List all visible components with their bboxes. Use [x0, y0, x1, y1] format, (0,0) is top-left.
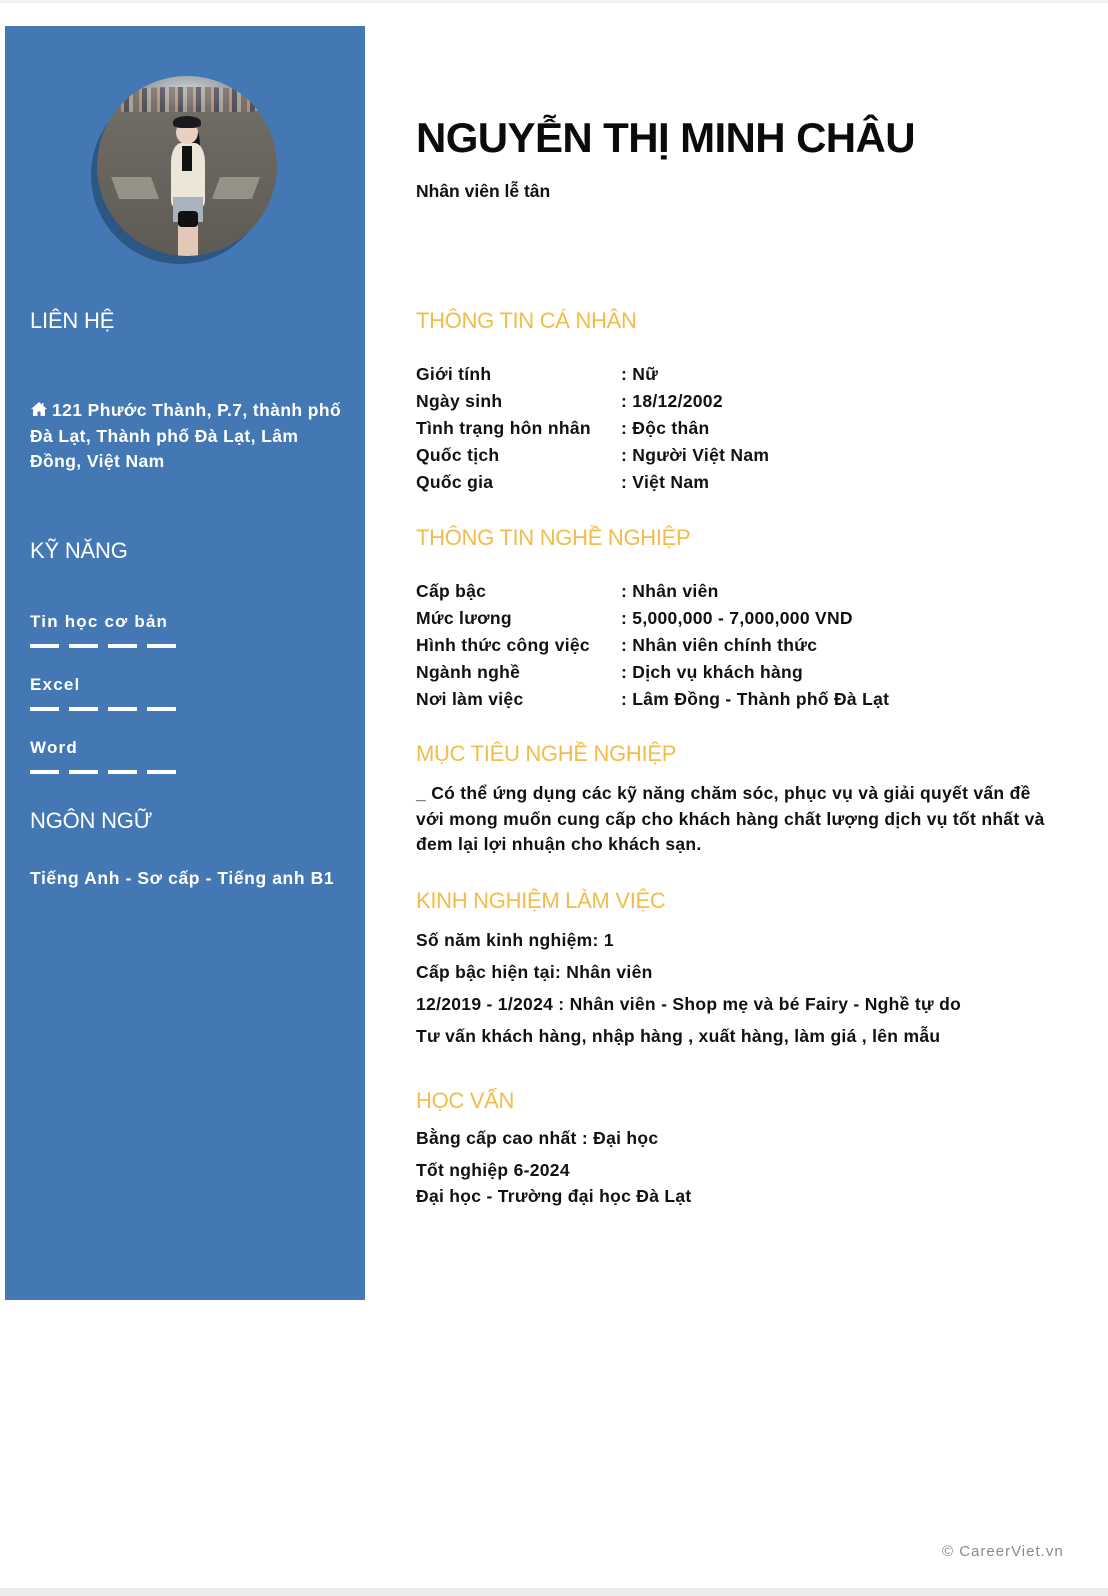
info-row: [416, 469, 769, 496]
info-row: [416, 361, 769, 388]
job-entry-title: 12/2019 - 1/2024 : Nhân viên - Shop mẹ và bé Fairy - Nghề tự do: [416, 994, 962, 1014]
objective-heading: MỤC TIÊU NGHỀ NGHIỆP: [416, 741, 677, 766]
experience-heading: KINH NGHIỆM LÀM VIỆC: [416, 888, 666, 913]
info-label: Nơi làm việc: [416, 689, 524, 709]
contact-heading: LIÊN HỆ: [30, 308, 115, 333]
info-value: : Nhân viên: [621, 581, 719, 601]
skill-level-bar: [30, 707, 176, 711]
skill-item: [30, 738, 176, 774]
profile-photo: [97, 76, 277, 256]
experience-current-level: Cấp bậc hiện tại: Nhân viên: [416, 962, 653, 982]
skill-item: [30, 675, 176, 711]
info-value: : Độc thân: [621, 418, 710, 438]
language-item: Tiếng Anh - Sơ cấp - Tiếng anh B1: [30, 868, 335, 888]
info-value: : Nữ: [621, 364, 659, 384]
career-info-heading: THÔNG TIN NGHỀ NGHIỆP: [416, 525, 691, 550]
skills-heading: KỸ NĂNG: [30, 538, 128, 563]
info-label: Quốc gia: [416, 472, 494, 492]
education-heading: HỌC VẤN: [416, 1088, 515, 1113]
home-icon: [30, 399, 48, 415]
personal-info-heading: THÔNG TIN CÁ NHÂN: [416, 308, 637, 333]
info-label: Hình thức công việc: [416, 635, 590, 655]
info-row: [416, 578, 889, 605]
info-label: Quốc tịch: [416, 445, 500, 465]
avatar: [91, 76, 277, 266]
page-top-edge: [0, 0, 1108, 3]
skill-name: Excel: [30, 675, 81, 694]
skill-level-bar: [30, 770, 176, 774]
info-row: [416, 659, 889, 686]
education-graduated: Tốt nghiệp 6-2024: [416, 1160, 570, 1180]
education-school: Đại học - Trường đại học Đà Lạt: [416, 1186, 692, 1206]
info-label: Cấp bậc: [416, 581, 487, 601]
info-value: : Nhân viên chính thức: [621, 635, 818, 655]
info-row: [416, 686, 889, 713]
skill-level-bar: [30, 644, 176, 648]
skill-item: [30, 612, 176, 648]
experience-years: Số năm kinh nghiệm: 1: [416, 930, 614, 950]
career-info-table: [416, 578, 889, 713]
info-value: : Người Việt Nam: [621, 445, 770, 465]
skill-name: Tin học cơ bản: [30, 612, 169, 631]
contact-address: [30, 398, 350, 475]
info-value: : Việt Nam: [621, 472, 710, 492]
objective-text: _ Có thể ứng dụng các kỹ năng chăm sóc, phục vụ và giải quyết vấn đề với mong muốn cung cấp cho khách hàng chất lượng dịch vụ tốt nhất và đem lại lợi nhuận cho khách sạn.: [416, 783, 1045, 854]
job-entry-description: Tư vấn khách hàng, nhập hàng , xuất hàng, làm giá , lên mẫu: [416, 1026, 941, 1046]
info-label: Ngành nghề: [416, 662, 521, 682]
address-text: 121 Phước Thành, P.7, thành phố Đà Lạt, Thành phố Đà Lạt, Lâm Đồng, Việt Nam: [30, 400, 342, 471]
info-label: Mức lương: [416, 608, 512, 628]
highest-degree: Bằng cấp cao nhất : Đại học: [416, 1128, 659, 1148]
info-label: Ngày sinh: [416, 391, 503, 411]
page-bottom-edge: [0, 1588, 1108, 1596]
info-row: [416, 632, 889, 659]
sidebar: [5, 26, 365, 1300]
info-value: : 5,000,000 - 7,000,000 VND: [621, 608, 853, 628]
info-label: Tình trạng hôn nhân: [416, 418, 591, 438]
job-title: Nhân viên lễ tân: [416, 181, 551, 201]
info-value: : Lâm Đồng - Thành phố Đà Lạt: [621, 689, 890, 709]
info-value: : Dịch vụ khách hàng: [621, 662, 803, 682]
skill-name: Word: [30, 738, 78, 757]
info-row: [416, 388, 769, 415]
candidate-name: NGUYỄN THỊ MINH CHÂU: [416, 114, 915, 161]
info-label: Giới tính: [416, 364, 492, 384]
info-row: [416, 442, 769, 469]
personal-info-table: [416, 361, 769, 496]
info-row: [416, 605, 889, 632]
info-value: : 18/12/2002: [621, 391, 723, 411]
footer-credit: © CareerViet.vn: [942, 1543, 1064, 1560]
languages-heading: NGÔN NGỮ: [30, 808, 153, 833]
info-row: [416, 415, 769, 442]
